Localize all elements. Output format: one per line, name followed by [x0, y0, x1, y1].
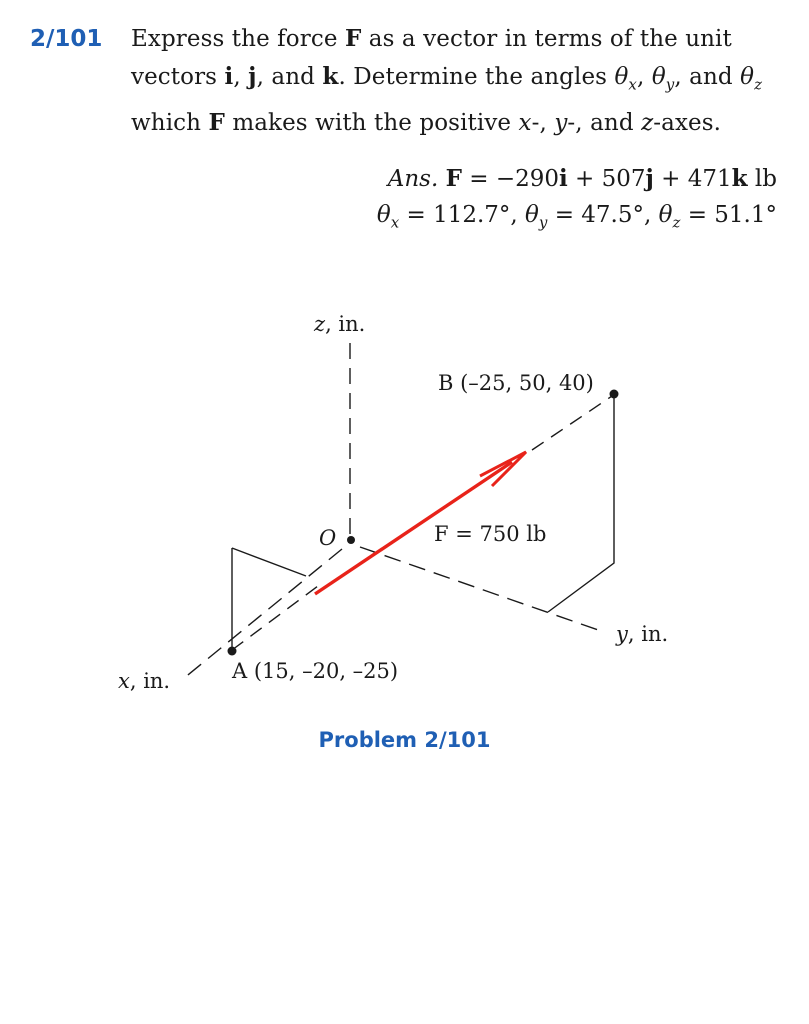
origin-label: O [319, 526, 337, 550]
problem-number: 2/101 [30, 26, 103, 52]
problem-statement: Express the force F as a vector in terms of the unit vectors i, j, and k. Determine the angles $\theta_x$, $\theta_y$, and $\theta_z$ which F makes with the positive x-, y-, and z-axes. [131, 25, 763, 136]
z-axis-label: z, in. [314, 312, 366, 336]
construction-line-b [548, 394, 614, 612]
point-a-label: A (15, –20, –25) [232, 659, 399, 683]
x-axis-label: x, in. [118, 669, 171, 693]
answer-angles: $\theta_x = 112.7^\circ$, $\theta_y = 47.5^\circ$, $\theta_z = 51.1^\circ$ [376, 202, 777, 232]
point-a [228, 647, 237, 656]
point-b-label: B (–25, 50, 40) [438, 371, 594, 395]
construction-line-a-top [232, 548, 306, 576]
point-b [610, 390, 619, 399]
y-axis-label: y, in. [616, 622, 669, 646]
answer-force-vector: Ans. F = −290i + 507j + 471k lb [387, 165, 777, 192]
origin-point [347, 536, 355, 544]
projection-line-a [232, 586, 318, 650]
figure-caption: Problem 2/101 [318, 728, 491, 752]
force-label: F = 750 lb [434, 522, 547, 546]
y-axis [360, 547, 604, 632]
line-of-action-dashed [532, 396, 612, 450]
